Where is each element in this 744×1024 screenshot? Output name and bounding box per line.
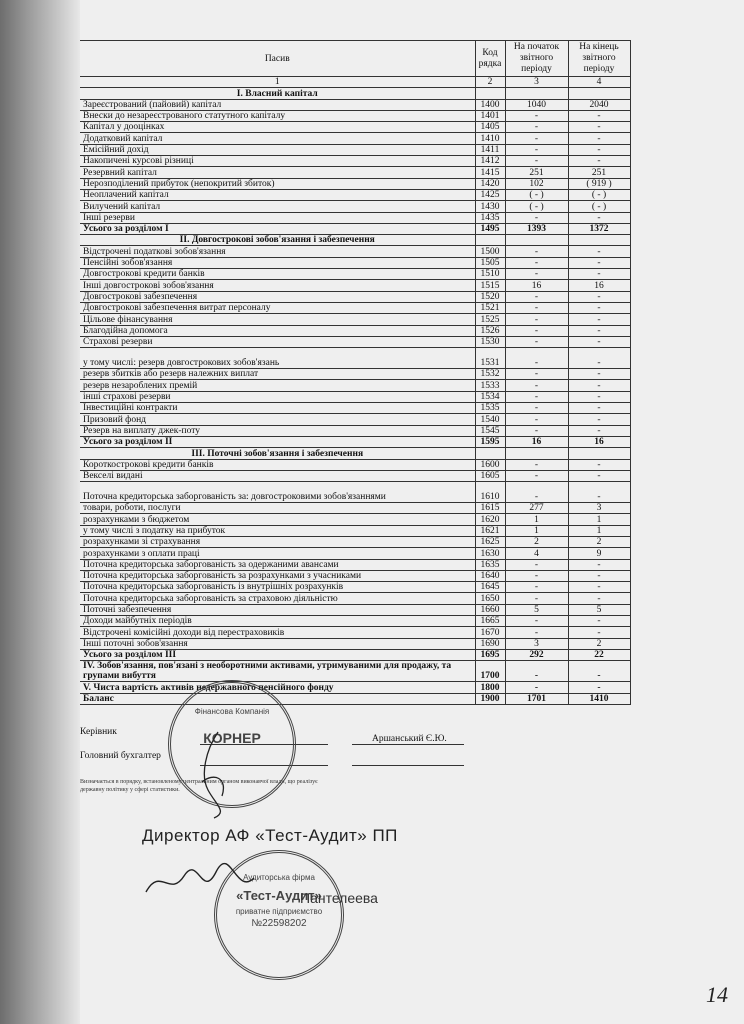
row-code: 1525 xyxy=(475,314,505,325)
row-code: 1531 xyxy=(475,348,505,369)
row-value-start: - xyxy=(505,380,568,391)
table-row xyxy=(80,235,630,246)
row-code: 1545 xyxy=(475,425,505,436)
row-value-end: - xyxy=(568,414,630,425)
signatory-name: Аршанський Є.Ю. xyxy=(372,734,447,744)
row-code: 1412 xyxy=(475,156,505,167)
row-code: 1533 xyxy=(475,380,505,391)
table-row xyxy=(80,314,630,325)
signature-accountant-label: Головний бухгалтер xyxy=(80,751,161,761)
row-value-start: - xyxy=(505,133,568,144)
table-row xyxy=(80,246,630,257)
row-value-end: 2040 xyxy=(568,99,630,110)
table-row xyxy=(80,559,630,570)
row-value-end: 1372 xyxy=(568,223,630,234)
row-value-end: - xyxy=(568,314,630,325)
table-row xyxy=(80,582,630,593)
row-value-start: - xyxy=(505,682,568,693)
audit-firm-stamp: Аудиторська фірма «Тест-Аудит» приватне підприємство №22598202 xyxy=(214,850,344,980)
row-code: 1411 xyxy=(475,144,505,155)
row-name: IV. Зобов'язання, пов'язані з необоротними активами, утримуваними для продажу, та групами вибуття xyxy=(80,661,475,682)
row-code xyxy=(475,448,505,459)
row-code: 1620 xyxy=(475,514,505,525)
table-row xyxy=(80,280,630,291)
table-row xyxy=(80,156,630,167)
row-value-start: 5 xyxy=(505,604,568,615)
row-value-start: 1393 xyxy=(505,223,568,234)
signature-line xyxy=(352,744,464,745)
row-name: IІІ. Поточні зобов'язання і забезпечення xyxy=(80,448,475,459)
row-code: 1435 xyxy=(475,212,505,223)
row-name: Нерозподілений прибуток (непокритий збиток) xyxy=(80,178,475,189)
row-value-end: - xyxy=(568,482,630,503)
table-row xyxy=(80,189,630,200)
table-row xyxy=(80,99,630,110)
row-value-end: 5 xyxy=(568,604,630,615)
table-row xyxy=(80,548,630,559)
row-code: 1400 xyxy=(475,99,505,110)
signature-scribble-2 xyxy=(140,858,260,908)
table-row xyxy=(80,425,630,436)
row-code: 1405 xyxy=(475,122,505,133)
row-name: у тому числі: резерв довгострокових зобов'язань xyxy=(80,348,475,369)
row-value-end: - xyxy=(568,122,630,133)
row-value-end: ( - ) xyxy=(568,189,630,200)
row-value-start: - xyxy=(505,212,568,223)
table-row xyxy=(80,536,630,547)
table-row xyxy=(80,503,630,514)
row-value-end: - xyxy=(568,133,630,144)
table-row xyxy=(80,638,630,649)
row-value-start: 16 xyxy=(505,436,568,447)
row-code: 1526 xyxy=(475,325,505,336)
row-value-end: - xyxy=(568,110,630,121)
row-value-end: - xyxy=(568,348,630,369)
table-row xyxy=(80,627,630,638)
row-name: інші страхові резерви xyxy=(80,391,475,402)
row-value-end: - xyxy=(568,570,630,581)
row-name: резерв збитків або резерв належних виплат xyxy=(80,369,475,380)
row-value-start: - xyxy=(505,246,568,257)
row-value-end xyxy=(568,235,630,246)
row-name: Цільове фінансування xyxy=(80,314,475,325)
row-value-end: - xyxy=(568,156,630,167)
row-name: V. Чиста вартість активів недержавного пенсійного фонду xyxy=(80,682,475,693)
row-code: 1534 xyxy=(475,391,505,402)
row-value-start xyxy=(505,88,568,99)
table-row xyxy=(80,514,630,525)
row-code: 1505 xyxy=(475,257,505,268)
row-code: 1695 xyxy=(475,649,505,660)
row-value-start: 16 xyxy=(505,280,568,291)
row-value-start: - xyxy=(505,325,568,336)
table-row xyxy=(80,459,630,470)
row-value-end: - xyxy=(568,616,630,627)
row-code: 1625 xyxy=(475,536,505,547)
row-name: Інші довгострокові зобов'язання xyxy=(80,280,475,291)
row-name: Страхові резерви xyxy=(80,336,475,347)
row-value-start: - xyxy=(505,470,568,481)
header-line-code: Код рядка xyxy=(475,41,505,77)
balance-table xyxy=(80,40,631,705)
row-code: 1635 xyxy=(475,559,505,570)
table-row xyxy=(80,178,630,189)
row-name: Усього за розділом І xyxy=(80,223,475,234)
row-value-end: - xyxy=(568,325,630,336)
row-value-end: 16 xyxy=(568,280,630,291)
table-row xyxy=(80,403,630,414)
row-value-start: 3 xyxy=(505,638,568,649)
row-code: 1521 xyxy=(475,302,505,313)
row-code: 1495 xyxy=(475,223,505,234)
row-name: Резерв на виплату джек-поту xyxy=(80,425,475,436)
row-code: 1605 xyxy=(475,470,505,481)
row-name: Зареєстрований (пайовий) капітал xyxy=(80,99,475,110)
row-code: 1532 xyxy=(475,369,505,380)
row-code: 1665 xyxy=(475,616,505,627)
row-name: Інші резерви xyxy=(80,212,475,223)
row-value-end: 22 xyxy=(568,649,630,660)
row-value-start: - xyxy=(505,314,568,325)
row-value-start: - xyxy=(505,269,568,280)
row-value-start: 292 xyxy=(505,649,568,660)
row-value-start: - xyxy=(505,122,568,133)
table-row xyxy=(80,570,630,581)
row-name: Вилучений капітал xyxy=(80,201,475,212)
row-value-start: 1 xyxy=(505,525,568,536)
row-name: у тому числі з податку на прибуток xyxy=(80,525,475,536)
row-code: 1630 xyxy=(475,548,505,559)
row-name: Інвестиційні контракти xyxy=(80,403,475,414)
table-row xyxy=(80,88,630,99)
page-number: 14 xyxy=(706,982,728,1007)
row-value-start: - xyxy=(505,425,568,436)
row-value-end: - xyxy=(568,257,630,268)
row-code: 1415 xyxy=(475,167,505,178)
row-code: 1510 xyxy=(475,269,505,280)
table-row xyxy=(80,133,630,144)
row-name: II. Довгострокові зобов'язання і забезпечення xyxy=(80,235,475,246)
row-name: резерв незароблених премій xyxy=(80,380,475,391)
row-name: Усього за розділом IІІ xyxy=(80,649,475,660)
table-row xyxy=(80,257,630,268)
row-name: Неоплачений капітал xyxy=(80,189,475,200)
row-value-end: 2 xyxy=(568,638,630,649)
row-code: 1610 xyxy=(475,482,505,503)
row-code: 1900 xyxy=(475,693,505,704)
row-value-end: 1410 xyxy=(568,693,630,704)
row-name: Поточна кредиторська заборгованість із внутрішніх розрахунків xyxy=(80,582,475,593)
row-value-start: - xyxy=(505,369,568,380)
row-code: 1690 xyxy=(475,638,505,649)
row-value-end: ( 919 ) xyxy=(568,178,630,189)
row-value-start: - xyxy=(505,391,568,402)
header-period-end: На кінець звітного періоду xyxy=(568,41,630,77)
row-value-start: - xyxy=(505,570,568,581)
binding-shadow xyxy=(0,0,80,1024)
table-row xyxy=(80,167,630,178)
column-number: 1 xyxy=(80,77,475,88)
row-code: 1645 xyxy=(475,582,505,593)
row-value-start: 1040 xyxy=(505,99,568,110)
row-name: Поточна кредиторська заборгованість за страховою діяльністю xyxy=(80,593,475,604)
row-value-end: - xyxy=(568,144,630,155)
row-value-end xyxy=(568,88,630,99)
row-value-start: - xyxy=(505,336,568,347)
row-code: 1535 xyxy=(475,403,505,414)
row-value-end: - xyxy=(568,459,630,470)
row-value-end xyxy=(568,448,630,459)
row-name: Резервний капітал xyxy=(80,167,475,178)
row-code: 1700 xyxy=(475,661,505,682)
row-name: I. Власний капітал xyxy=(80,88,475,99)
table-row xyxy=(80,325,630,336)
row-value-start: - xyxy=(505,403,568,414)
row-value-end: - xyxy=(568,269,630,280)
row-name: розрахунками з бюджетом xyxy=(80,514,475,525)
row-name: розрахунками зі страхування xyxy=(80,536,475,547)
table-row xyxy=(80,391,630,402)
row-name: товари, роботи, послуги xyxy=(80,503,475,514)
row-value-start: - xyxy=(505,593,568,604)
table-row xyxy=(80,380,630,391)
signature-line xyxy=(352,765,464,766)
row-value-end: 1 xyxy=(568,525,630,536)
table-row xyxy=(80,336,630,347)
row-value-start: 1701 xyxy=(505,693,568,704)
row-code xyxy=(475,235,505,246)
row-value-end: - xyxy=(568,380,630,391)
row-name: Інші поточні зобов'язання xyxy=(80,638,475,649)
row-value-end: - xyxy=(568,403,630,414)
row-value-end: - xyxy=(568,246,630,257)
signature-scribble-1 xyxy=(188,730,248,820)
table-row xyxy=(80,414,630,425)
row-value-start: - xyxy=(505,482,568,503)
row-value-end: 2 xyxy=(568,536,630,547)
row-name: Призовий фонд xyxy=(80,414,475,425)
row-name: Поточні забезпечення xyxy=(80,604,475,615)
row-value-start: - xyxy=(505,291,568,302)
table-row xyxy=(80,682,630,693)
row-value-start: - xyxy=(505,302,568,313)
table-row xyxy=(80,604,630,615)
row-value-start: - xyxy=(505,459,568,470)
table-row xyxy=(80,302,630,313)
row-value-start: 4 xyxy=(505,548,568,559)
row-value-start: - xyxy=(505,559,568,570)
table-row xyxy=(80,616,630,627)
row-name: Векселі видані xyxy=(80,470,475,481)
row-name: Доходи майбутніх періодів xyxy=(80,616,475,627)
row-value-end: - xyxy=(568,593,630,604)
row-name: Внески до незареєстрованого статутного капіталу xyxy=(80,110,475,121)
table-row xyxy=(80,212,630,223)
row-code: 1595 xyxy=(475,436,505,447)
row-value-start: - xyxy=(505,661,568,682)
row-code: 1640 xyxy=(475,570,505,581)
row-value-start xyxy=(505,235,568,246)
row-value-start: - xyxy=(505,414,568,425)
signature-head-label: Керівник xyxy=(80,727,117,737)
row-value-end: - xyxy=(568,661,630,682)
row-name: Пенсійні зобов'язання xyxy=(80,257,475,268)
row-value-start: 1 xyxy=(505,514,568,525)
row-name: Капітал у дооцінках xyxy=(80,122,475,133)
row-name: Поточна кредиторська заборгованість за одержаними авансами xyxy=(80,559,475,570)
row-name: Відстрочені комісійні доходи від перестраховиків xyxy=(80,627,475,638)
row-code: 1621 xyxy=(475,525,505,536)
row-value-end: - xyxy=(568,291,630,302)
row-code: 1420 xyxy=(475,178,505,189)
row-code: 1515 xyxy=(475,280,505,291)
table-row xyxy=(80,223,630,234)
row-name: Благодійна допомога xyxy=(80,325,475,336)
header-liabilities: Пасив xyxy=(80,41,475,77)
row-name: розрахунками з оплати праці xyxy=(80,548,475,559)
row-value-start: - xyxy=(505,348,568,369)
row-code: 1660 xyxy=(475,604,505,615)
table-row xyxy=(80,291,630,302)
table-row xyxy=(80,201,630,212)
row-value-end: - xyxy=(568,302,630,313)
table-row xyxy=(80,482,630,503)
row-name: Баланс xyxy=(80,693,475,704)
row-value-end: 9 xyxy=(568,548,630,559)
row-name: Короткострокові кредити банків xyxy=(80,459,475,470)
row-code: 1401 xyxy=(475,110,505,121)
table-row xyxy=(80,144,630,155)
row-value-start: 102 xyxy=(505,178,568,189)
auditor-title: Директор АФ «Тест-Аудит» ПП xyxy=(142,826,398,845)
row-value-end: - xyxy=(568,336,630,347)
row-value-start: - xyxy=(505,110,568,121)
table-row xyxy=(80,348,630,369)
header-period-start: На початок звітного періоду xyxy=(505,41,568,77)
row-value-start xyxy=(505,448,568,459)
table-row xyxy=(80,110,630,121)
row-value-end: - xyxy=(568,582,630,593)
row-value-start: ( - ) xyxy=(505,189,568,200)
row-name: Поточна кредиторська заборгованість за розрахунками з учасниками xyxy=(80,570,475,581)
row-value-start: - xyxy=(505,257,568,268)
table-row xyxy=(80,693,630,704)
table-row xyxy=(80,448,630,459)
row-code: 1600 xyxy=(475,459,505,470)
row-value-start: 2 xyxy=(505,536,568,547)
row-name: Довгострокові кредити банків xyxy=(80,269,475,280)
company-stamp: Фінансова Компанія КОРНЕР xyxy=(168,680,296,808)
row-value-end: - xyxy=(568,425,630,436)
row-value-end: 1 xyxy=(568,514,630,525)
row-value-end: 251 xyxy=(568,167,630,178)
table-row xyxy=(80,525,630,536)
table-row xyxy=(80,470,630,481)
row-value-start: 277 xyxy=(505,503,568,514)
table-row xyxy=(80,436,630,447)
table-row xyxy=(80,122,630,133)
row-code: 1520 xyxy=(475,291,505,302)
row-code: 1650 xyxy=(475,593,505,604)
table-row xyxy=(80,369,630,380)
column-number: 3 xyxy=(505,77,568,88)
table-row xyxy=(80,661,630,682)
table-row xyxy=(80,269,630,280)
row-code: 1530 xyxy=(475,336,505,347)
row-name: Довгострокові забезпечення xyxy=(80,291,475,302)
auditor-surname: Пантелеева xyxy=(300,890,378,906)
footnote: Визначається в порядку, встановленому центральним органом виконавчої влади, що реалізує державну політику у сфері статистики. xyxy=(80,779,318,793)
row-code: 1430 xyxy=(475,201,505,212)
row-value-end: - xyxy=(568,627,630,638)
row-code: 1800 xyxy=(475,682,505,693)
row-name: Довгострокові забезпечення витрат персоналу xyxy=(80,302,475,313)
row-value-start: - xyxy=(505,616,568,627)
row-name: Додатковий капітал xyxy=(80,133,475,144)
row-code: 1500 xyxy=(475,246,505,257)
row-value-start: ( - ) xyxy=(505,201,568,212)
row-code: 1425 xyxy=(475,189,505,200)
row-value-end: ( - ) xyxy=(568,201,630,212)
row-value-end: 16 xyxy=(568,436,630,447)
row-value-end: - xyxy=(568,391,630,402)
row-value-end: - xyxy=(568,682,630,693)
row-code: 1615 xyxy=(475,503,505,514)
row-name: Відстрочені податкові зобов'язання xyxy=(80,246,475,257)
table-row xyxy=(80,649,630,660)
row-name: Поточна кредиторська заборгованість за: довгостроковими зобов'язаннями xyxy=(80,482,475,503)
row-value-start: - xyxy=(505,627,568,638)
table-row xyxy=(80,593,630,604)
row-code: 1410 xyxy=(475,133,505,144)
row-code: 1670 xyxy=(475,627,505,638)
column-number: 4 xyxy=(568,77,630,88)
row-value-end: - xyxy=(568,559,630,570)
row-value-start: - xyxy=(505,156,568,167)
row-value-start: - xyxy=(505,144,568,155)
row-value-start: 251 xyxy=(505,167,568,178)
row-value-end: - xyxy=(568,369,630,380)
row-code: 1540 xyxy=(475,414,505,425)
row-value-end: 3 xyxy=(568,503,630,514)
column-number: 2 xyxy=(475,77,505,88)
row-code xyxy=(475,88,505,99)
row-value-end: - xyxy=(568,212,630,223)
row-name: Усього за розділом II xyxy=(80,436,475,447)
row-name: Накопичені курсові різниці xyxy=(80,156,475,167)
row-name: Емісійний дохід xyxy=(80,144,475,155)
row-value-start: - xyxy=(505,582,568,593)
row-value-end: - xyxy=(568,470,630,481)
